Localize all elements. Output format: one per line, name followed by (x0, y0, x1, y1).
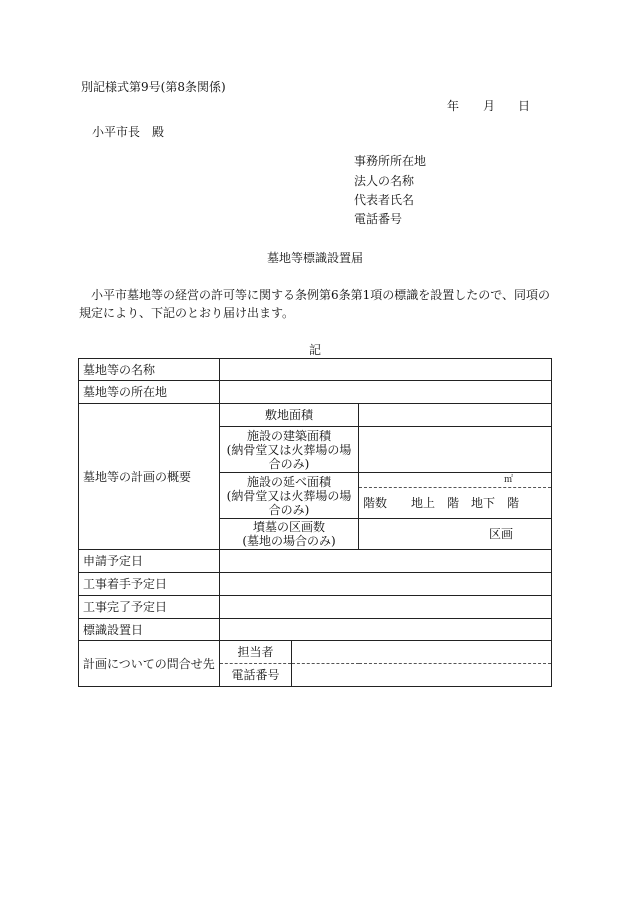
row-name (79, 359, 552, 381)
label-plots: 墳墓の区画数 (墓地の場合のみ) (220, 519, 359, 550)
applicant-corporation-name: 法人の名称 (354, 174, 415, 188)
input-completion-date[interactable] (220, 596, 552, 619)
input-building-area[interactable] (359, 427, 552, 473)
applicant-office-address: 事務所所在地 (354, 154, 427, 168)
label-site-area: 敷地面積 (220, 404, 359, 427)
row-site-area (79, 404, 552, 427)
label-phone: 電話番号 (220, 664, 292, 687)
label-person: 担当者 (220, 641, 292, 664)
label-building-area: 施設の建築面積 (納骨堂又は火葬場の場合のみ) (220, 427, 359, 473)
plots-unit: 区画 (488, 527, 513, 541)
label-completion-date: 工事完了予定日 (79, 596, 220, 619)
date-year: 年 (447, 99, 460, 113)
input-person[interactable] (292, 641, 552, 664)
input-name[interactable] (220, 359, 552, 381)
body-text (79, 286, 553, 322)
label-contact: 計画についての問合せ先 (79, 641, 220, 687)
sqm-unit: ㎡ (503, 475, 513, 485)
input-floors[interactable]: 階数 地上 階 地下 階 (359, 488, 552, 519)
date-day: 日 (518, 99, 531, 113)
input-floor-area[interactable] (359, 473, 552, 488)
label-location: 墓地等の所在地 (79, 381, 220, 404)
document-title: 墓地等標識設置届 (266, 251, 363, 265)
input-site-area[interactable] (359, 404, 552, 427)
applicant-phone: 電話番号 (354, 212, 403, 226)
row-application-date (79, 550, 552, 573)
row-start-date (79, 573, 552, 596)
body-text-content: 小平市墓地等の経営の許可等に関する条例第6条第1項の標識を設置したので、同項の規定により、下記のとおり届け出ます。 (79, 288, 551, 320)
form-table (78, 358, 552, 687)
label-plan-overview: 墓地等の計画の概要 (79, 404, 220, 550)
applicant-representative: 代表者氏名 (354, 193, 415, 207)
ki-heading: 記 (308, 343, 321, 357)
label-sign-date: 標識設置日 (79, 619, 220, 641)
label-floor-area: 施設の延べ面積 (納骨堂又は火葬場の場合のみ) (220, 473, 359, 519)
date-month: 月 (483, 99, 496, 113)
input-sign-date[interactable] (220, 619, 552, 641)
form-label: 別記様式第9号(第8条関係) (81, 80, 226, 94)
label-application-date: 申請予定日 (79, 550, 220, 573)
label-start-date: 工事着手予定日 (79, 573, 220, 596)
input-application-date[interactable] (220, 550, 552, 573)
row-sign-date (79, 619, 552, 641)
row-contact-person (79, 641, 552, 664)
input-location[interactable] (220, 381, 552, 404)
addressee: 小平市長 殿 (92, 125, 165, 139)
label-name: 墓地等の名称 (79, 359, 220, 381)
input-plots[interactable] (359, 519, 552, 550)
row-location (79, 381, 552, 404)
input-phone[interactable] (292, 664, 552, 687)
row-completion-date (79, 596, 552, 619)
date-line (447, 98, 530, 114)
input-start-date[interactable] (220, 573, 552, 596)
